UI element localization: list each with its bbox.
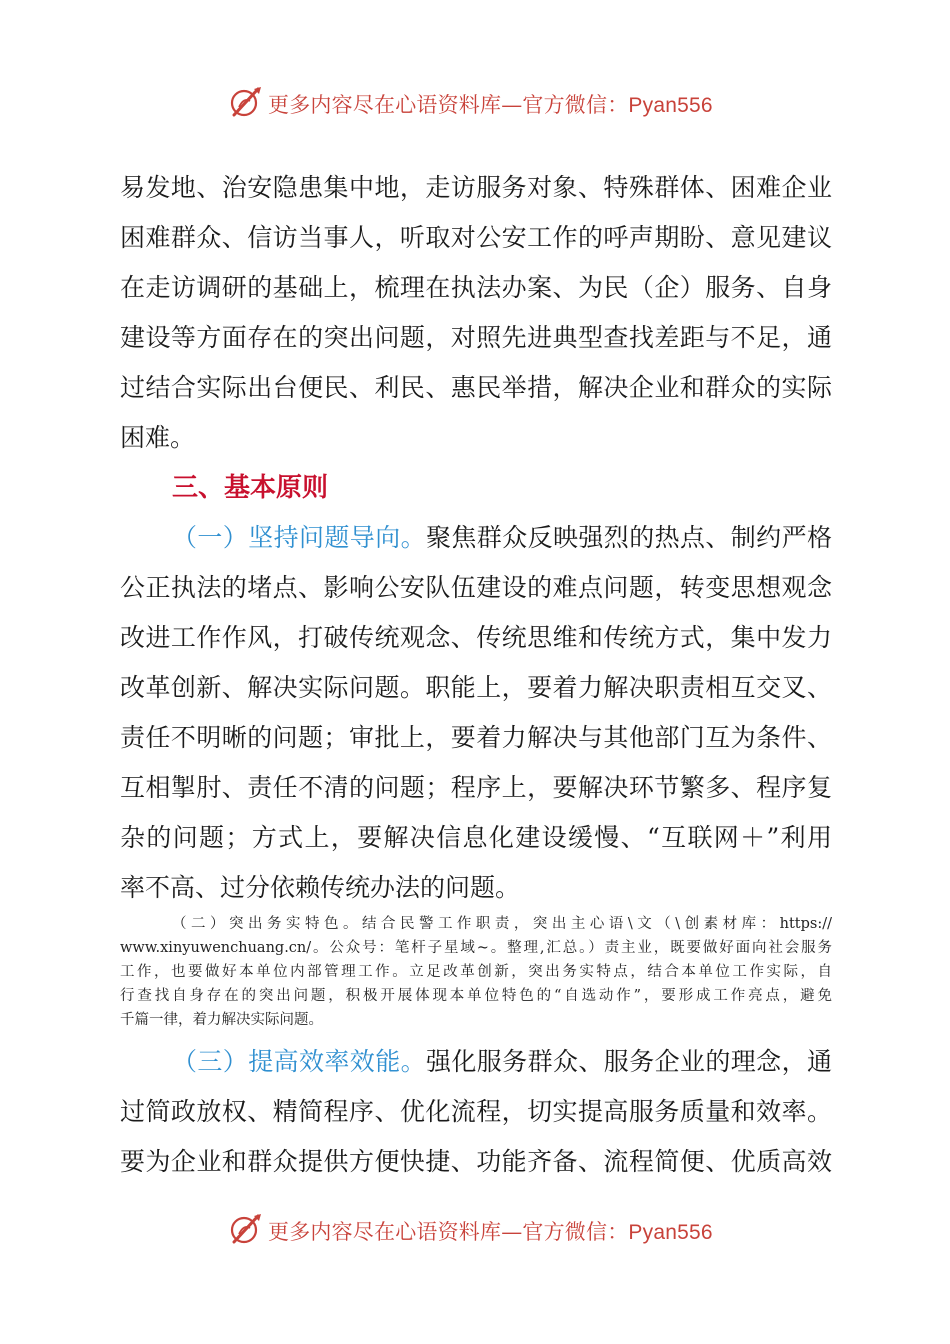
watermark-wechat-id: Pyan556 <box>628 94 713 117</box>
principle-3-title: （三）提高效率效能。 <box>172 1047 426 1076</box>
body-line: 在走访调研的基础上，梳理在执法办案、为民（企）服务、自身 <box>120 273 832 302</box>
principle-2-paragraph <box>120 912 832 1032</box>
body-line: 过结合实际出台便民、利民、惠民举措，解决企业和群众的实际 <box>120 373 832 402</box>
principle-1-first-line <box>172 521 832 555</box>
body-line: 率不高、过分依赖传统办法的问题。 <box>120 873 521 902</box>
header-watermark-banner <box>0 83 950 123</box>
principle-3-text: 强化服务群众、服务企业的理念，通 <box>426 1047 832 1076</box>
principle-1-text: 聚焦群众反映强烈的热点、制约严格 <box>426 523 832 552</box>
principle-2-line: www.xinyuwenchuang.cn/。公众号：笔杆子星域~。整理,汇总。）责主业，既要做好面向社会服务 <box>120 940 832 956</box>
principle-3-first-line <box>172 1045 832 1079</box>
pen-logo-icon <box>228 1212 264 1246</box>
body-line: 改进工作作风，打破传统观念、传统思维和传统方式，集中发力 <box>120 623 832 652</box>
body-line: 易发地、治安隐患集中地，走访服务对象、特殊群体、困难企业 <box>120 173 832 202</box>
body-line: 困难群众、信访当事人，听取对公安工作的呼声期盼、意见建议 <box>120 223 832 252</box>
watermark-text-cn: 更多内容尽在心语资料库—官方微信： <box>268 1220 629 1244</box>
watermark-text <box>268 89 713 119</box>
body-line: 过简政放权、精简程序、优化流程，切实提高服务质量和效率。 <box>120 1097 832 1126</box>
principle-2-line: （二）突出务实特色。结合民警工作职责，突出主心语\文（\创素材库：https:// <box>172 916 832 932</box>
principle-2-line: 工作，也要做好本单位内部管理工作。立足改革创新，突出务实特点，结合本单位工作实际，自 <box>120 964 832 980</box>
principle-2-line: 千篇一律，着力解决实际问题。 <box>120 1012 323 1028</box>
body-line: 要为企业和群众提供方便快捷、功能齐备、流程简便、优质高效 <box>120 1147 832 1176</box>
watermark-text <box>268 1216 713 1246</box>
body-line: 互相掣肘、责任不清的问题；程序上，要解决环节繁多、程序复 <box>120 773 832 802</box>
watermark-wechat-id: Pyan556 <box>628 1221 713 1244</box>
body-line: 公正执法的堵点、影响公安队伍建设的难点问题，转变思想观念 <box>120 573 832 602</box>
body-line: 杂的问题；方式上，要解决信息化建设缓慢、“互联网＋”利用 <box>120 823 832 852</box>
body-line: 建设等方面存在的突出问题，对照先进典型查找差距与不足，通 <box>120 323 832 352</box>
body-line: 责任不明晰的问题；审批上，要着力解决与其他部门互为条件、 <box>120 723 832 752</box>
principle-2-line: 行查找自身存在的突出问题，积极开展体现本单位特色的“自选动作”，要形成工作亮点，避免 <box>120 988 832 1004</box>
footer-watermark-banner <box>0 1210 950 1250</box>
pen-logo-icon <box>228 85 264 119</box>
section-heading: 三、基本原则 <box>172 473 329 503</box>
watermark-text-cn: 更多内容尽在心语资料库—官方微信： <box>268 93 629 117</box>
principle-1-title: （一）坚持问题导向。 <box>172 523 426 552</box>
body-line: 困难。 <box>120 423 196 452</box>
body-line: 改革创新、解决实际问题。职能上，要着力解决职责相互交叉、 <box>120 673 832 702</box>
